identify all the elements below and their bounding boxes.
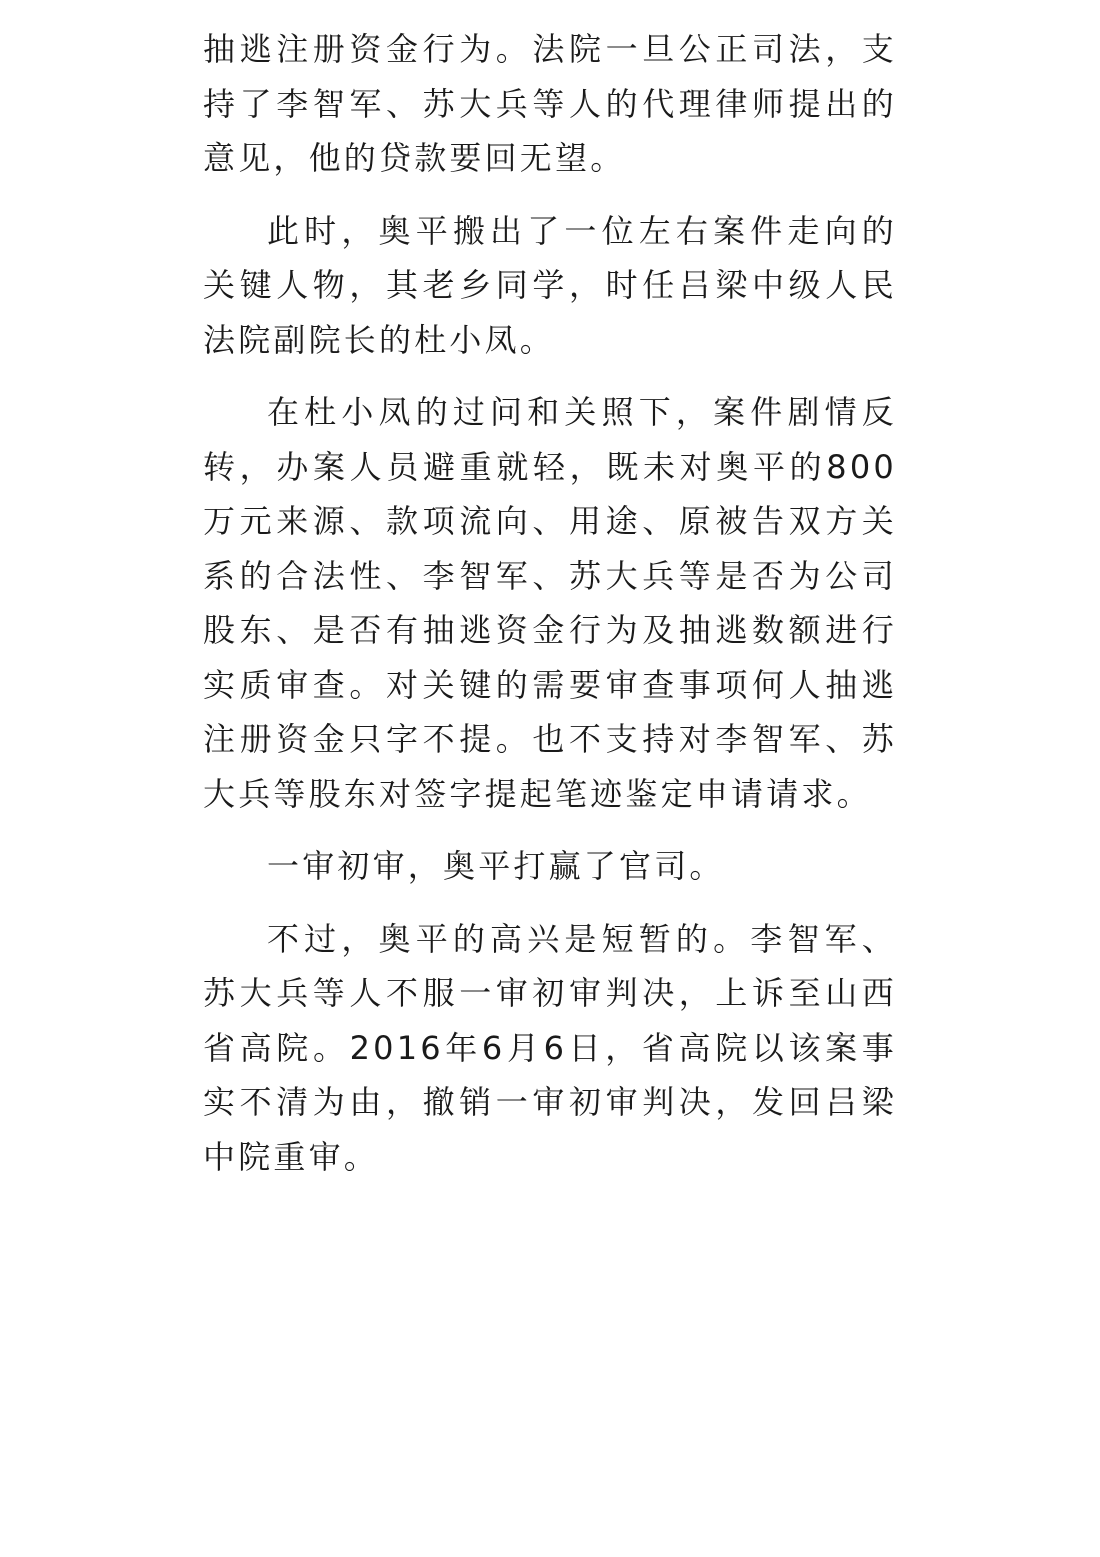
paragraph: 在杜小凤的过问和关照下，案件剧情反转，办案人员避重就轻，既未对奥平的800万元来源、款项流向、用途、原被告双方关系的合法性、李智军、苏大兵等是否为公司股东、是否有抽逃资金行为及抽逃数额进行实质审查。对关键的需要审查事项何人抽逃注册资金只字不提。也不支持对李智军、苏大兵等股东对签字提起笔迹鉴定申请请求。 <box>203 393 897 813</box>
paragraph: 一审初审，奥平打赢了官司。 <box>267 847 725 885</box>
article-body <box>203 22 897 1202</box>
paragraph: 不过，奥平的高兴是短暂的。李智军、苏大兵等人不服一审初审判决，上诉至山西省高院。2016年6月6日，省高院以该案事实不清为由，撤销一审初审判决，发回吕梁中院重审。 <box>203 919 897 1176</box>
paragraph-continued: 抽逃注册资金行为。法院一旦公正司法，支持了李智军、苏大兵等人的代理律师提出的意见，他的贷款要回无望。 <box>203 30 897 177</box>
paragraph: 此时，奥平搬出了一位左右案件走向的关键人物，其老乡同学，时任吕梁中级人民法院副院长的杜小凤。 <box>203 211 897 359</box>
